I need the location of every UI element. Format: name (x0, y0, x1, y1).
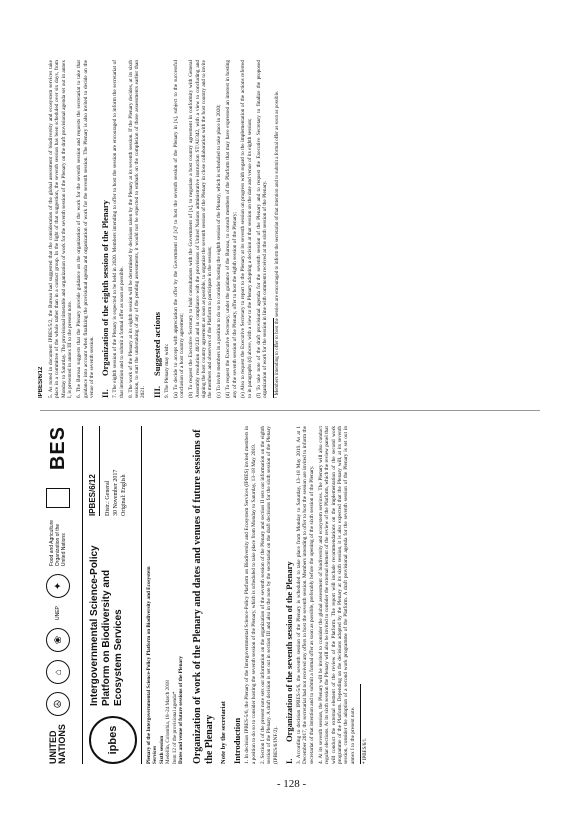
un-title: UNITED NATIONS (48, 724, 67, 764)
paragraph: 2. Section I of the present note sets out information on the organization of the seventh session of the Plenary and section II sets out information on the eighth session of the Plenary. A draft decision is set out in section III and also in the note by the secretariat on the draft decisions for the sixth session of the Plenary (IPBES/6/INF/2). (259, 426, 279, 764)
paragraph: (b) To request the Executive Secretary to hold consultations with the Government of [x], to negotiate a host country agreement in conformity with General Assembly resolution 40/243 and in compliance with the provisions of United Nations administrative instruction ST/AI/342, with a view to concluding and signing the host country agreement as soon as possible, to organize the seventh session of the Plenary in close collaboration with the host country and to invite the members and observers of the Platform to participate in the session; (188, 60, 214, 398)
paragraph: 6. The Bureau suggests that the Plenary provide guidance on the organization of the work for the seventh session and requests the secretariat to take that guidance into account when finalizing the provisional agenda and organization of work for the seventh session. The Plenary is also invited to decide on the venue of the seventh session. (76, 60, 95, 398)
document-symbol: IPBES/6/12 (89, 426, 100, 516)
document-date: 30 November 2017 (113, 469, 119, 516)
un-emblem-icon: ☮ (46, 692, 70, 716)
section-number: II. (100, 389, 111, 398)
page-number: - 128 - (276, 778, 307, 790)
footnote-rule (273, 318, 274, 398)
document-title: Organization of work of the Plenary and dates and venues of future sessions of the Plenary (192, 429, 216, 764)
session-place: Medellin, Colombia, 18–24 March 2018 (165, 680, 172, 764)
paragraph: 1. In decision IPBES-5/6, the Plenary of the Intergovernmental Science-Policy Platform on Biodiversity and Ecosystem Services (IPBES) invited members in a position to do so to consider hosting the seventh session of the Plenary, which is scheduled to take place from Monday to Saturday, 13–18 May 2019. (244, 426, 257, 764)
document-meta (89, 426, 128, 516)
paragraph: (c) To invite members in a position to do so to consider hosting the eighth session of the Plenary, which is scheduled to take place in 2020; (216, 104, 223, 398)
fao-emblem-icon: ✦ (46, 574, 70, 598)
paragraph: (e) Also to request the Executive Secretary to report to the Plenary at its seventh session on progress with regard to the implementation of the actions referred to in paragraphs (d) above, with a view to the Plenary adopting a decision at that session on the date and venue of its eighth session; (240, 60, 253, 398)
paragraph: 9. The Plenary may wish: (163, 343, 170, 398)
original-language: Original: English (121, 474, 127, 516)
paragraph: 3. According to decision IPBES-5/6, the seventh session of the Plenary is scheduled to take place from Monday to Saturday, 13–18 May 2019. As at 1 December 2017, the secretariat had not received any offers to host the seventh session. Members intending to offer to host the session are invited to inform the secretariat of that intention and to submit a formal offer as soon as possible, preferably before the opening of the sixth session of the Plenary. (295, 426, 315, 764)
undp-logo-icon (46, 488, 70, 508)
footnote: ¹ Members intending to offer to host the session are encouraged to inform the secretariat of that intention and to submit a formal offer as soon as possible. (275, 90, 281, 398)
unep-emblem-icon: ❀ (46, 628, 70, 652)
bes-logo: BES (46, 426, 69, 471)
fao-label: Food and Agriculture Organization of the United Nations (49, 519, 67, 567)
logo-row (38, 426, 78, 764)
ipbes-logo-icon: ipbes (89, 716, 137, 764)
masthead (89, 426, 137, 764)
section-1-heading (284, 426, 294, 764)
section-number: I. (283, 758, 294, 764)
plenary-name: Plenary of the Intergovernmental Science-Policy Platform on Biodiversity and Ecosystem Services (146, 566, 159, 764)
left-column (38, 426, 543, 764)
paragraph: (f) To take note of the draft provisional agenda for the seventh session of the Plenary and to request the Executive Secretary to finalize the proposed organization of work for the session in line with comments received at the sixth session of the Plenary. (255, 60, 269, 398)
platform-name: Intergovernmental Science-Policy Platform on Biodiversity and Ecosystem Services (89, 545, 124, 706)
note-by-secretariat: Note by the secretariat (220, 701, 228, 764)
section-title: Suggested actions (151, 312, 162, 376)
section-title: Organization of the seventh session of the Plenary (283, 561, 294, 742)
paragraph: (d) To request the Executive Secretary, under the guidance of the Bureau, to consult members of the Platform that may have expressed an interest in hosting any of the seventh session of the Plenary, offer to host the eighth session of the Plenary; (225, 60, 238, 398)
section-3-heading (152, 60, 162, 398)
paragraph: 4. At its seventh session, the Plenary will be invited to consider the global assessment of biodiversity and ecosystem services. The Plenary will also conduct regular elections. At its sixth session the Plenary will also be invited to consider the external element of the review of the Platform, which the review panel that will conduct the external element of the review of the Platform. The report will include recommendations on the implementation of the second work programme of the Platform. Depending on the decisions adopted by the Plenary at its sixth session, it is also expected that the Plenary will, at its seventh session, consider the adoption of a second work programme of the Platform. A draft provisional agenda for the seventh session of the Plenary is set out in annex I to the present note. (317, 426, 356, 764)
section-title: Organization of the eighth session of the Plenary (100, 200, 111, 376)
masthead-rule (141, 426, 142, 764)
header-rule (82, 426, 83, 764)
paragraph: 8. The work of the Plenary at its eighth session will be determined by decisions taken by the Plenary at its seventh session. If the Plenary decides, at its sixth session, to start the undertaking of any of the pending assessments, it would not be expected to embark on the completion of those assessments earlier than 2021. (127, 60, 147, 398)
introduction-heading: Introduction (232, 717, 243, 764)
section-number: III. (151, 385, 162, 398)
footnote: * IPBES/6/1. (362, 737, 368, 764)
section-2-heading (100, 60, 110, 398)
distribution: Distr.: General (105, 480, 111, 516)
agenda-item: Item 12 of the provisional agenda* (171, 691, 178, 764)
column-divider (40, 410, 540, 411)
rotated-page-frame (30, 42, 553, 772)
rotated-page (30, 42, 553, 772)
running-header: IPBES/6/12 (38, 366, 44, 398)
footnote-rule (360, 684, 361, 764)
unesco-emblem-icon: ⌂ (46, 660, 70, 684)
agenda-title: Dates and venue of future sessions of the Plenary (178, 656, 185, 764)
paragraph: 5. As noted in document IPBES/5/2, the Bureau had suggested that the consideration of the global assessment of biodiversity and ecosystem services take place in a committee of the whole rather than in a contact group. In the light of that suggestion, the seventh session has been scheduled over six days, from Monday to Saturday. The provisional timetable and organization of work for the seventh session of the Plenary on the draft provisional agenda set out in annex I, is presented in annex III to the present note. (48, 60, 74, 398)
paragraph: 7. The eighth session of the Plenary is expected to be held in 2020. Members intending to offer to host the session are encouraged to inform the secretariat of that intention and to submit a formal offer as soon as possible. (112, 60, 125, 398)
session-name: Sixth session (158, 735, 165, 764)
right-column (38, 60, 543, 398)
paragraph: (a) To decide to accept with appreciation the offer by the Government of [x]¹ to host the seventh session of the Plenary in [x], subject to the successful conclusion of a host country agreement; (172, 60, 186, 398)
unep-label: UNEP (55, 606, 61, 620)
